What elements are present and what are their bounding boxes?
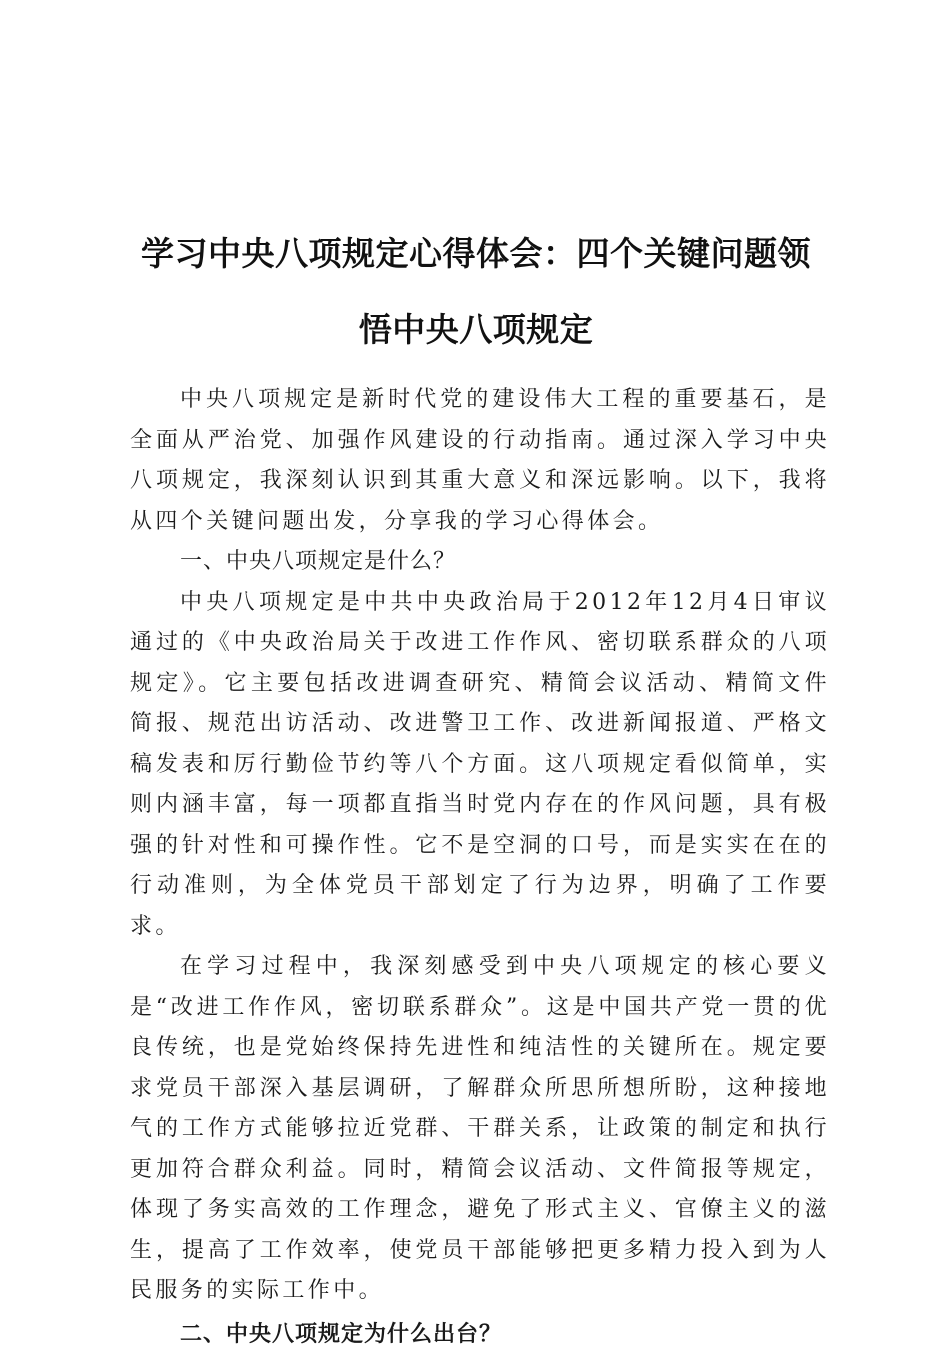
section-heading-1: 一、中央八项规定是什么？ <box>130 542 830 583</box>
body-paragraph-2: 在学习过程中，我深刻感受到中央八项规定的核心要义是“改进工作作风，密切联系群众”。这是中国共产党一贯的优良传统，也是党始终保持先进性和纯洁性的关键所在。规定要求党员干部深入基层调研，了解群众所思所想所盼，这种接地气的工作方式能够拉近党群、干群关系，让政策的制定和执行更加符合群众利益。同时，精简会议活动、文件简报等规定，体现了务实高效的工作理念，避免了形式主义、官僚主义的滋生，提高了工作效率，使党员干部能够把更多精力投入到为人民服务的实际工作中。 <box>130 947 830 1312</box>
document-title <box>120 216 832 368</box>
title-line-1: 学习中央八项规定心得体会：四个关键问题领 <box>120 216 832 292</box>
title-line-2: 悟中央八项规定 <box>120 292 832 368</box>
document-body <box>130 380 830 1355</box>
section-heading-2: 二、中央八项规定为什么出台？ <box>130 1315 830 1355</box>
body-paragraph-1: 中央八项规定是中共中央政治局于2012年12月4日审议通过的《中央政治局关于改进工作作风、密切联系群众的八项规定》。它主要包括改进调查研究、精简会议活动、精简文件简报、规范出访活动、改进警卫工作、改进新闻报道、严格文稿发表和厉行勤俭节约等八个方面。这八项规定看似简单，实则内涵丰富，每一项都直指当时党内存在的作风问题，具有极强的针对性和可操作性。它不是空洞的口号，而是实实在在的行动准则，为全体党员干部划定了行为边界，明确了工作要求。 <box>130 583 830 948</box>
intro-paragraph: 中央八项规定是新时代党的建设伟大工程的重要基石，是全面从严治党、加强作风建设的行动指南。通过深入学习中央八项规定，我深刻认识到其重大意义和深远影响。以下，我将从四个关键问题出发，分享我的学习心得体会。 <box>130 380 830 542</box>
